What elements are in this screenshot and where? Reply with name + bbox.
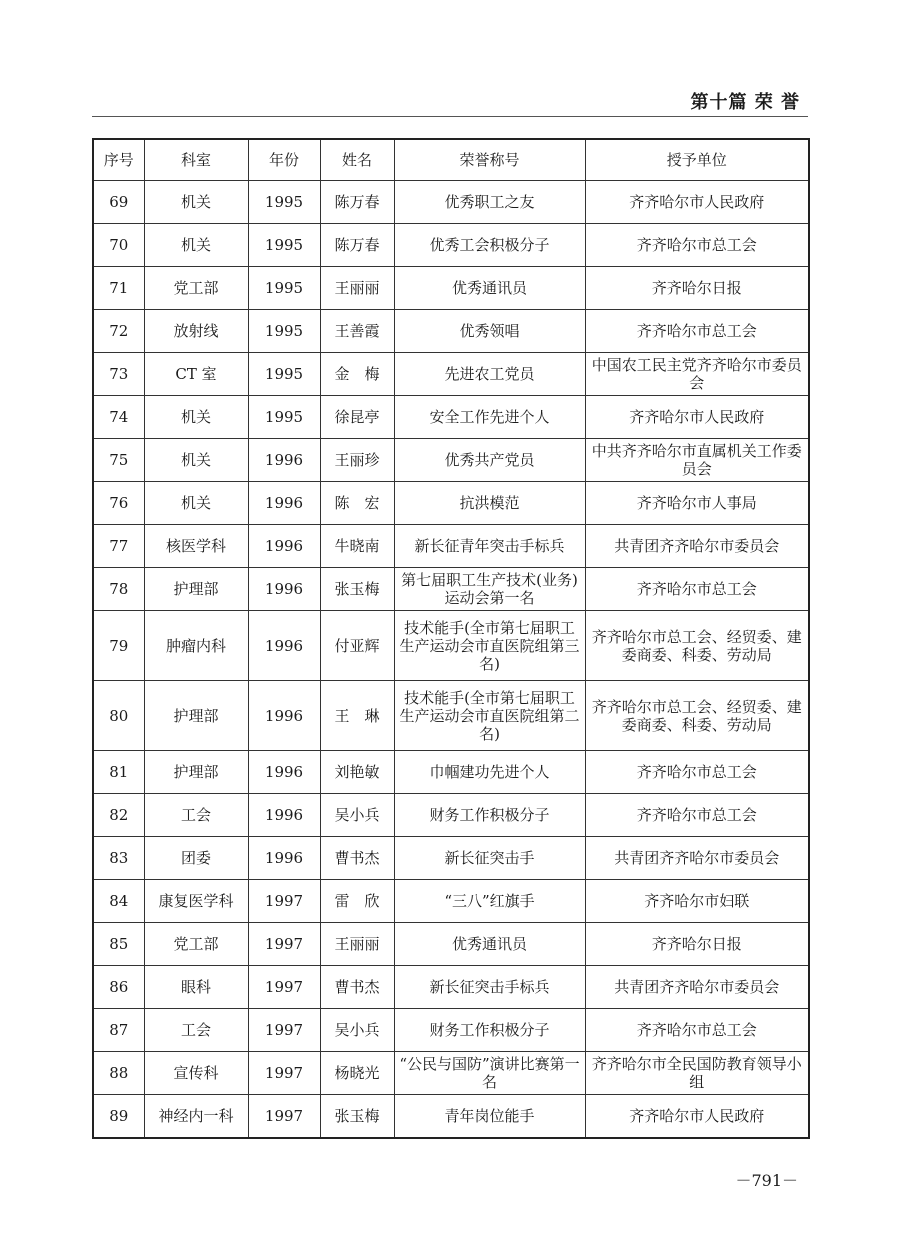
table-row [93,837,809,880]
cell-dept: 宣传科 [144,1052,248,1095]
cell-honor: “三八”红旗手 [394,880,585,923]
cell-name: 吴小兵 [320,794,394,837]
column-header-no: 序号 [93,139,144,181]
header-divider [92,116,808,117]
cell-name: 张玉梅 [320,1095,394,1139]
cell-dept: 核医学科 [144,525,248,568]
cell-no: 85 [93,923,144,966]
table-row [93,681,809,751]
cell-honor: 第七届职工生产技术(业务)运动会第一名 [394,568,585,611]
cell-honor: 先进农工党员 [394,353,585,396]
cell-year: 1995 [248,224,320,267]
cell-dept: 机关 [144,224,248,267]
cell-honor: 技术能手(全市第七届职工生产运动会市直医院组第三名) [394,611,585,681]
cell-year: 1996 [248,751,320,794]
cell-honor: 优秀职工之友 [394,181,585,224]
cell-grantor: 中共齐齐哈尔市直属机关工作委员会 [585,439,809,482]
table-row [93,966,809,1009]
cell-year: 1996 [248,681,320,751]
column-header-honor: 荣誉称号 [394,139,585,181]
cell-dept: CT 室 [144,353,248,396]
table-row [93,439,809,482]
cell-no: 72 [93,310,144,353]
cell-grantor: 齐齐哈尔市人民政府 [585,396,809,439]
cell-honor: 新长征突击手标兵 [394,966,585,1009]
table-row [93,224,809,267]
table-row [93,1095,809,1139]
cell-name: 张玉梅 [320,568,394,611]
cell-grantor: 共青团齐齐哈尔市委员会 [585,966,809,1009]
cell-year: 1996 [248,439,320,482]
cell-grantor: 齐齐哈尔市妇联 [585,880,809,923]
cell-no: 84 [93,880,144,923]
cell-honor: 新长征突击手 [394,837,585,880]
column-header-dept: 科室 [144,139,248,181]
table-row [93,353,809,396]
cell-name: 牛晓南 [320,525,394,568]
cell-year: 1997 [248,923,320,966]
cell-no: 80 [93,681,144,751]
cell-grantor: 齐齐哈尔市总工会 [585,751,809,794]
cell-year: 1997 [248,1009,320,1052]
cell-dept: 机关 [144,482,248,525]
table-row [93,794,809,837]
cell-grantor: 齐齐哈尔市总工会 [585,1009,809,1052]
cell-no: 77 [93,525,144,568]
cell-honor: 抗洪模范 [394,482,585,525]
cell-no: 81 [93,751,144,794]
table-header-row [93,139,809,181]
cell-year: 1997 [248,1052,320,1095]
table-row [93,1009,809,1052]
cell-grantor: 齐齐哈尔日报 [585,923,809,966]
cell-dept: 护理部 [144,751,248,794]
cell-year: 1995 [248,310,320,353]
cell-no: 73 [93,353,144,396]
cell-honor: 优秀通讯员 [394,923,585,966]
page-number: －791－ [735,1171,798,1190]
cell-name: 王 琳 [320,681,394,751]
cell-name: 陈 宏 [320,482,394,525]
cell-no: 70 [93,224,144,267]
table-row [93,396,809,439]
cell-no: 74 [93,396,144,439]
cell-grantor: 齐齐哈尔市总工会 [585,310,809,353]
cell-year: 1996 [248,482,320,525]
table-row [93,525,809,568]
cell-name: 刘艳敏 [320,751,394,794]
cell-dept: 肿瘤内科 [144,611,248,681]
cell-grantor: 齐齐哈尔市全民国防教育领导小组 [585,1052,809,1095]
cell-grantor: 齐齐哈尔市总工会 [585,794,809,837]
cell-year: 1997 [248,1095,320,1139]
cell-no: 76 [93,482,144,525]
table-row [93,310,809,353]
cell-name: 付亚辉 [320,611,394,681]
cell-no: 69 [93,181,144,224]
cell-grantor: 齐齐哈尔市人民政府 [585,1095,809,1139]
cell-dept: 机关 [144,396,248,439]
cell-no: 78 [93,568,144,611]
table-row [93,923,809,966]
cell-year: 1997 [248,966,320,1009]
cell-dept: 康复医学科 [144,880,248,923]
table-row [93,482,809,525]
cell-grantor: 共青团齐齐哈尔市委员会 [585,837,809,880]
cell-honor: 新长征青年突击手标兵 [394,525,585,568]
cell-dept: 机关 [144,181,248,224]
cell-no: 83 [93,837,144,880]
cell-no: 87 [93,1009,144,1052]
cell-name: 王丽丽 [320,923,394,966]
cell-honor: 财务工作积极分子 [394,794,585,837]
table-row [93,568,809,611]
cell-year: 1996 [248,568,320,611]
cell-honor: 优秀领唱 [394,310,585,353]
table-row [93,751,809,794]
cell-year: 1995 [248,396,320,439]
cell-year: 1996 [248,611,320,681]
column-header-name: 姓名 [320,139,394,181]
cell-name: 雷 欣 [320,880,394,923]
column-header-grantor: 授予单位 [585,139,809,181]
cell-dept: 工会 [144,794,248,837]
cell-name: 曹书杰 [320,837,394,880]
cell-dept: 机关 [144,439,248,482]
cell-grantor: 齐齐哈尔市总工会 [585,568,809,611]
cell-honor: 财务工作积极分子 [394,1009,585,1052]
honors-table [92,138,810,1139]
cell-year: 1995 [248,181,320,224]
cell-name: 王丽丽 [320,267,394,310]
chapter-header: 第十篇 荣 誉 [690,92,800,113]
cell-no: 71 [93,267,144,310]
cell-dept: 神经内一科 [144,1095,248,1139]
cell-no: 79 [93,611,144,681]
table-row [93,1052,809,1095]
cell-grantor: 齐齐哈尔市总工会、经贸委、建委商委、科委、劳动局 [585,611,809,681]
table-row [93,611,809,681]
cell-no: 86 [93,966,144,1009]
cell-grantor: 中国农工民主党齐齐哈尔市委员会 [585,353,809,396]
cell-grantor: 齐齐哈尔市人民政府 [585,181,809,224]
cell-no: 89 [93,1095,144,1139]
cell-dept: 工会 [144,1009,248,1052]
cell-name: 吴小兵 [320,1009,394,1052]
cell-honor: 优秀工会积极分子 [394,224,585,267]
cell-dept: 眼科 [144,966,248,1009]
cell-year: 1996 [248,837,320,880]
cell-honor: “公民与国防”演讲比赛第一名 [394,1052,585,1095]
cell-name: 金 梅 [320,353,394,396]
cell-name: 王丽珍 [320,439,394,482]
cell-honor: 优秀通讯员 [394,267,585,310]
cell-dept: 放射线 [144,310,248,353]
cell-year: 1995 [248,267,320,310]
cell-name: 王善霞 [320,310,394,353]
cell-year: 1995 [248,353,320,396]
cell-honor: 青年岗位能手 [394,1095,585,1139]
table-row [93,267,809,310]
cell-grantor: 齐齐哈尔日报 [585,267,809,310]
cell-name: 徐昆亭 [320,396,394,439]
cell-grantor: 齐齐哈尔市总工会 [585,224,809,267]
cell-name: 陈万春 [320,224,394,267]
cell-no: 75 [93,439,144,482]
cell-grantor: 共青团齐齐哈尔市委员会 [585,525,809,568]
cell-year: 1997 [248,880,320,923]
cell-dept: 党工部 [144,923,248,966]
cell-honor: 巾帼建功先进个人 [394,751,585,794]
table-row [93,880,809,923]
cell-name: 曹书杰 [320,966,394,1009]
cell-grantor: 齐齐哈尔市人事局 [585,482,809,525]
column-header-year: 年份 [248,139,320,181]
table-row [93,181,809,224]
cell-name: 杨晓光 [320,1052,394,1095]
cell-honor: 技术能手(全市第七届职工生产运动会市直医院组第二名) [394,681,585,751]
cell-name: 陈万春 [320,181,394,224]
cell-grantor: 齐齐哈尔市总工会、经贸委、建委商委、科委、劳动局 [585,681,809,751]
cell-dept: 护理部 [144,568,248,611]
cell-dept: 团委 [144,837,248,880]
cell-year: 1996 [248,794,320,837]
cell-honor: 安全工作先进个人 [394,396,585,439]
cell-no: 82 [93,794,144,837]
cell-dept: 党工部 [144,267,248,310]
cell-honor: 优秀共产党员 [394,439,585,482]
cell-no: 88 [93,1052,144,1095]
cell-dept: 护理部 [144,681,248,751]
cell-year: 1996 [248,525,320,568]
